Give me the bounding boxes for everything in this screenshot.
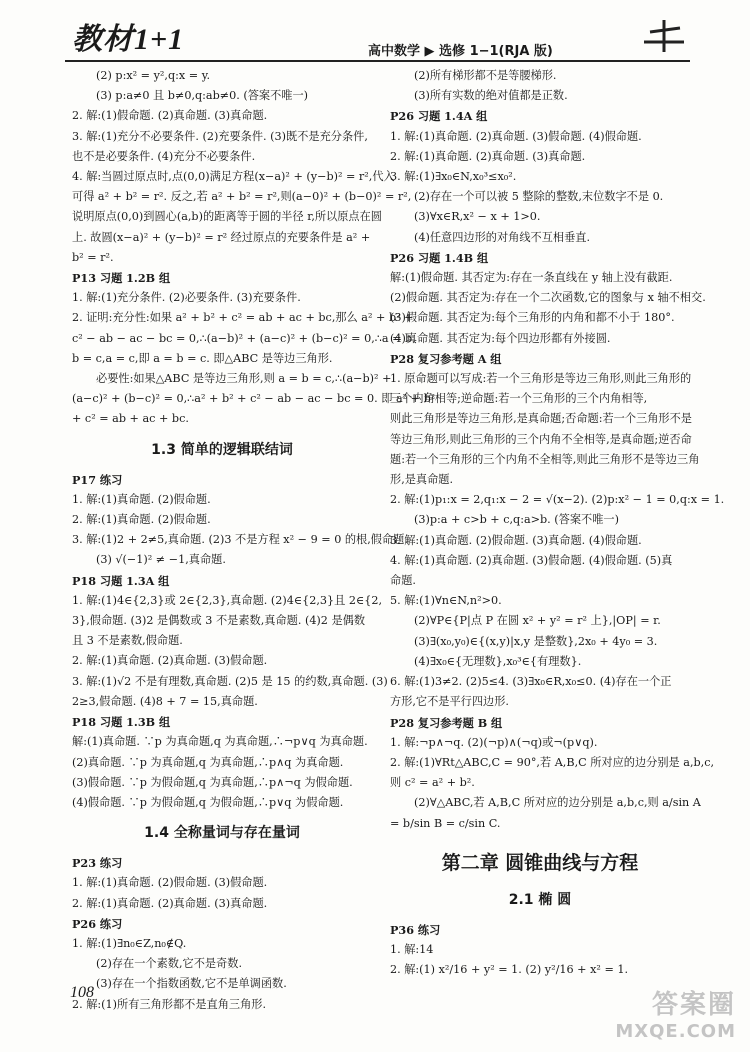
text-line: (a−c)² + (b−c)² = 0,∴a² + b² + c² − ab − ac − bc = 0. 即 a² + b² (72, 392, 436, 406)
text-line: (2) p:x² = y²,q:x = y. (96, 69, 211, 82)
text-line: (3)存在一个指数函数,它不是单调函数. (96, 977, 287, 991)
text-line: 则 c² = a² + b². (390, 776, 475, 790)
text-line: 也不是必要条件. (4)充分不必要条件. (72, 149, 256, 163)
text-line: 1. 解:14 (390, 942, 434, 956)
text-line: 1. 解:(1)充分条件. (2)必要条件. (3)充要条件. (72, 291, 301, 305)
text-line: 1. 解:(1)∃n₀∈Z,n₀∉Q. (72, 936, 187, 950)
text-line: 3},假命题. (3)2 是偶数或 3 不是素数,真命题. (4)2 是偶数 (72, 614, 366, 628)
text-line: 2. 解:(1)所有三角形都不是直角三角形. (72, 997, 267, 1011)
text-line: 3. 解:(1)∃x₀∈N,x₀³≤x₀². (390, 170, 517, 184)
exercise-heading: P26 练习 (72, 916, 123, 931)
text-line: (3)所有实数的绝对值都是正数. (414, 89, 568, 103)
watermark (615, 984, 736, 1042)
text-line: 等边三角形,则此三角形的三个内角不全相等,是真命题;逆否命 (390, 432, 692, 446)
exercise-heading: P18 习题 1.3A 组 (72, 573, 170, 588)
exercise-heading: P28 复习参考题 B 组 (390, 715, 503, 730)
text-line: (3)p:a + c>b + c,q:a>b. (答案不唯一) (414, 513, 619, 527)
page-header (0, 0, 750, 62)
text-line: 1. 原命题可以写成:若一个三角形是等边三角形,则此三角形的 (390, 372, 692, 386)
text-line: (2)∀△ABC,若 A,B,C 所对应的边分别是 a,b,c,则 a/sin A (414, 796, 701, 810)
exercise-heading: P26 习题 1.4B 组 (390, 250, 489, 265)
text-line: 方形,它不是平行四边形. (390, 695, 509, 709)
exercise-heading: P13 习题 1.2B 组 (72, 271, 171, 286)
text-line: 3. 解:(1)√2 不是有理数,真命题. (2)5 是 15 的约数,真命题. (3) (72, 674, 388, 688)
text-line: 2. 解:(1)真命题. (2)真命题. (3)假命题. (72, 654, 268, 668)
text-line: 题:若一个三角形的三个内角不全相等,则此三角形不是等边三角 (390, 452, 700, 466)
text-line: (4)真命题. 其否定为:每个四边形都有外接圆. (390, 331, 611, 345)
text-line: (2)真命题. ∵p 为真命题,q 为真命题,∴p∧q 为真命题. (72, 755, 344, 769)
text-line: (3) p:a≠0 且 b≠0,q:ab≠0. (答案不唯一) (96, 89, 309, 103)
watermark-title: 答案圈 (651, 990, 736, 1020)
decorative-corner-icon (640, 14, 688, 54)
text-line: 3. 解:(1)真命题. (2)假命题. (3)真命题. (4)假命题. (390, 533, 642, 547)
text-line: 1. 解:(1)4∈{2,3}或 2∈{2,3},真命题. (2)4∈{2,3}且 2∈{2, (72, 593, 383, 607)
exercise-heading: P23 练习 (72, 856, 123, 871)
exercise-heading: P28 复习参考题 A 组 (390, 351, 502, 366)
text-line: (2)所有梯形都不是等腰梯形. (414, 69, 557, 82)
exercise-heading: P18 习题 1.3B 组 (72, 715, 171, 730)
section-heading: 1.4 全称量词与存在量词 (144, 825, 300, 842)
text-line: (4)任意四边形的对角线不互相垂直. (414, 230, 591, 244)
watermark-url: MXQE.COM (615, 1021, 736, 1042)
text-line: (3)假命题. 其否定为:每个三角形的内角和都不小于 180°. (390, 311, 675, 325)
text-line: (2)∀P∈{P|点 P 在圆 x² + y² = r² 上},|OP| = r. (414, 614, 661, 628)
text-line: 4. 解:当圆过原点时,点(0,0)满足方程(x−a)² + (y−b)² = r²,代入 (72, 170, 395, 184)
header-rule (65, 60, 690, 62)
text-line: (4)假命题. ∵p 为假命题,q 为假命题,∴p∨q 为假命题. (72, 795, 344, 809)
text-line: 解:(1)真命题. ∵p 为真命题,q 为真命题,∴¬p∨q 为真命题. (72, 735, 368, 749)
text-line: (2)存在一个可以被 5 整除的整数,末位数字不是 0. (414, 190, 664, 204)
text-line: 1. 解:¬p∧¬q. (2)(¬p)∧(¬q)或¬(p∨q). (390, 735, 598, 749)
text-line: 2. 解:(1)真命题. (2)真命题. (3)真命题. (390, 149, 586, 163)
section-heading: 2.1 椭 圆 (508, 891, 572, 908)
text-line: 且 3 不是素数,假命题. (72, 634, 183, 648)
text-line: 5. 解:(1)∀n∈N,n²>0. (390, 594, 502, 608)
page-number: 108 (70, 984, 94, 1001)
text-line: + c² = ab + ac + bc. (72, 412, 189, 426)
text-line: 2. 解:(1)真命题. (2)假命题. (72, 513, 211, 527)
text-line: 2. 解:(1)假命题. (2)真命题. (3)真命题. (72, 109, 268, 123)
text-line: 则此三角形是等边三角形,是真命题;否命题:若一个三角形不是 (390, 412, 692, 426)
text-line: = b/sin B = c/sin C. (390, 816, 501, 830)
text-line: (3)∃(x₀,y₀)∈{(x,y)|x,y 是整数},2x₀ + 4y₀ = 3. (414, 634, 658, 648)
text-line: 1. 解:(1)真命题. (2)假命题. (3)假命题. (72, 876, 268, 890)
text-line: (3)假命题. ∵p 为假命题,q 为真命题,∴p∧¬q 为假命题. (72, 775, 353, 789)
text-line: (2)存在一个素数,它不是奇数. (96, 957, 243, 971)
text-line: 1. 解:(1)真命题. (2)假命题. (72, 492, 211, 506)
text-line: 命题. (390, 574, 416, 588)
text-line: 3. 解:(1)2 + 2≠5,真命题. (2)3 不是方程 x² − 9 = 0 的根,假命题. (72, 533, 408, 547)
text-line: (3)∀x∈R,x² − x + 1>0. (414, 210, 541, 224)
section-heading: 1.3 简单的逻辑联结词 (151, 441, 293, 458)
text-line: 2. 证明:充分性:如果 a² + b² + c² = ab + ac + bc,那么 a² + b² + (72, 311, 414, 325)
text-line: 2. 解:(1) x²/16 + y² = 1. (2) y²/16 + x² = 1. (390, 963, 629, 977)
exercise-heading: P26 习题 1.4A 组 (390, 109, 488, 124)
text-line: 6. 解:(1)3≠2. (2)5≤4. (3)∃x₀∈R,x₀≤0. (4)存在一个正 (390, 675, 672, 689)
text-line: 2. 解:(1)p₁:x = 2,q₁:x − 2 = √(x−2). (2)p:x² − 1 = 0,q:x = 1. (390, 493, 725, 507)
chapter-heading: 第二章 圆锥曲线与方程 (441, 851, 639, 874)
text-line: (3) √(−1)² ≠ −1,真命题. (96, 553, 226, 567)
right-column (390, 66, 725, 980)
text-line: 必要性:如果△ABC 是等边三角形,则 a = b = c,∴(a−b)² + (96, 372, 392, 386)
text-line: 三个内角相等;逆命题:若一个三角形的三个内角相等, (390, 392, 648, 406)
text-line: 解:(1)假命题. 其否定为:存在一条直线在 y 轴上没有截距. (390, 271, 673, 285)
exercise-heading: P36 练习 (390, 922, 441, 937)
text-line: 3. 解:(1)充分不必要条件. (2)充要条件. (3)既不是充分条件, (72, 129, 368, 143)
text-line: 2. 解:(1)真命题. (2)真命题. (3)真命题. (72, 896, 268, 910)
text-line: 上. 故圆(x−a)² + (y−b)² = r² 经过原点的充要条件是 a² + (72, 230, 371, 244)
exercise-heading: P17 练习 (72, 472, 123, 487)
text-line: 1. 解:(1)真命题. (2)真命题. (3)假命题. (4)假命题. (390, 129, 642, 143)
text-line: 2≥3,假命题. (4)8 + 7 = 15,真命题. (72, 694, 258, 708)
text-line: b² = r². (72, 250, 114, 264)
text-line: c² − ab − ac − bc = 0,∴(a−b)² + (a−c)² + (b−c)² = 0,∴a = b, (72, 331, 416, 345)
text-line: 形,是真命题. (390, 473, 454, 487)
text-line: 可得 a² + b² = r². 反之,若 a² + b² = r²,则(a−0)² + (b−0)² = r², (72, 190, 412, 204)
text-line: (2)假命题. 其否定为:存在一个二次函数,它的图象与 x 轴不相交. (390, 291, 706, 305)
text-line: b = c,a = c,即 a = b = c. 即△ABC 是等边三角形. (72, 351, 333, 365)
subject-label: 高中数学 ▶ 选修 1−1(RJA 版) (368, 44, 553, 59)
text-line: 说明原点(0,0)到圆心(a,b)的距离等于圆的半径 r,所以原点在圆 (72, 210, 382, 224)
text-line: 2. 解:(1)∀Rt△ABC,C = 90°,若 A,B,C 所对应的边分别是 a,b,c, (390, 755, 715, 769)
text-line: 4. 解:(1)真命题. (2)真命题. (3)假命题. (4)假命题. (5)真 (390, 553, 673, 567)
book-logo: 教材1+1 (72, 23, 185, 56)
text-line: (4)∃x₀∈{无理数},x₀³∈{有理数}. (414, 654, 582, 668)
